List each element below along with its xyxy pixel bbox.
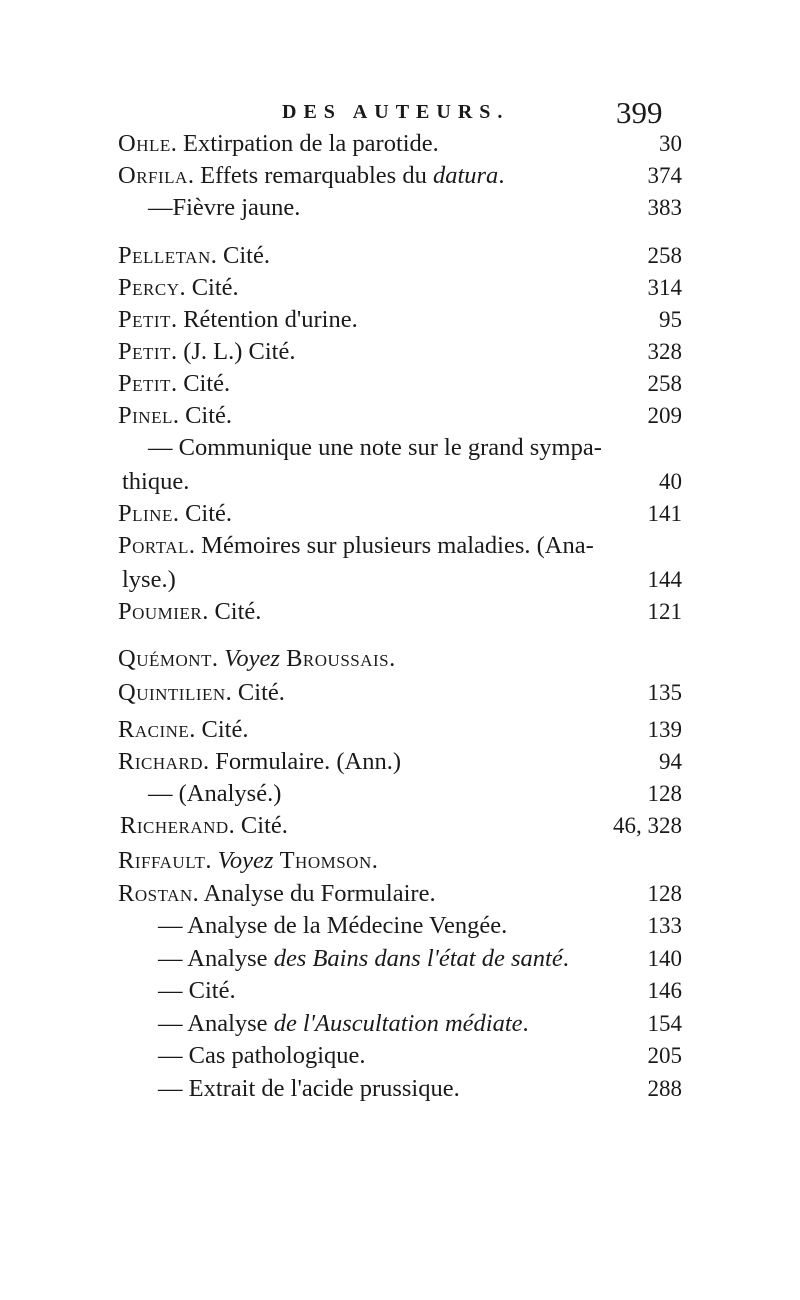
cross-reference-name: Broussais <box>286 645 390 672</box>
entry-description: lyse.) <box>122 566 176 593</box>
entry-text <box>148 778 281 810</box>
entry-text: Petit. Rétention d'urine. <box>118 306 358 333</box>
entry-page-reference: 374 <box>647 163 682 188</box>
entry-page-reference: 121 <box>647 599 682 624</box>
author-name: Pinel <box>118 402 173 429</box>
entry-text <box>122 466 189 498</box>
index-entry <box>0 466 800 498</box>
entry-text: Percy. Cité. <box>118 274 239 301</box>
entry-page-reference: 128 <box>647 781 682 806</box>
index-entry <box>0 943 800 975</box>
index-entry <box>0 368 800 400</box>
entry-page-reference: 328 <box>647 339 682 364</box>
index-entry <box>0 910 800 942</box>
entry-text: Pline. Cité. <box>118 500 233 527</box>
entry-text: Riffault. Voyez Thomson. <box>118 847 378 874</box>
entry-page-reference: 133 <box>647 913 682 938</box>
entry-page-reference: 314 <box>647 275 682 300</box>
entry-text <box>158 1040 366 1072</box>
entry-page-reference: 40 <box>659 469 682 494</box>
entry-page-reference: 135 <box>647 680 682 705</box>
entry-text: Pelletan. Cité. <box>118 242 270 269</box>
author-name: Ohle <box>118 130 171 157</box>
author-name: Poumier <box>118 598 203 625</box>
entry-description: Rétention d'urine. <box>183 306 358 333</box>
entry-punctuation: . <box>562 945 569 972</box>
entry-page-reference: 46, 328 <box>613 813 682 838</box>
index-entry <box>0 677 800 709</box>
entry-description: thique. <box>122 468 190 495</box>
entry-text: Richerand. Cité. <box>120 812 288 839</box>
entry-text: Portal. Mémoires sur plusieurs maladies. (Ana- <box>118 532 594 559</box>
cross-reference-name: Thomson <box>279 847 372 874</box>
author-name: Pline <box>118 500 173 527</box>
entry-page-reference: 140 <box>647 946 682 971</box>
entry-description: — Extrait de l'acide prussique. <box>158 1075 460 1102</box>
author-name: Petit <box>118 338 171 365</box>
index-entry <box>0 160 800 192</box>
entry-description: Analyse du Formulaire. <box>203 880 436 907</box>
entry-text <box>158 910 507 942</box>
entry-italic-text: Voyez <box>224 645 280 672</box>
author-name: Richerand <box>120 812 229 839</box>
index-entry <box>0 845 800 877</box>
entry-punctuation: . <box>389 645 396 672</box>
index-entry <box>0 1008 800 1040</box>
entry-text: Petit. Cité. <box>118 370 231 397</box>
index-entry <box>0 272 800 304</box>
index-entry <box>0 878 800 910</box>
index-entry <box>0 975 800 1007</box>
entry-text <box>122 564 176 596</box>
author-name: Pelletan <box>118 242 211 269</box>
entry-text: Orfila. Effets remarquables du datura. <box>118 162 505 189</box>
entry-text <box>158 943 569 975</box>
entry-description: — Cité. <box>158 977 236 1004</box>
entry-text <box>158 975 236 1007</box>
index-entry <box>0 1040 800 1072</box>
entry-description: Cité. <box>201 716 249 743</box>
entry-page-reference: 139 <box>647 717 682 742</box>
entry-italic-text: Voyez <box>217 847 274 874</box>
entry-description: —Fièvre jaune. <box>148 194 301 221</box>
entry-page-reference: 146 <box>647 978 682 1003</box>
entry-text: Poumier. Cité. <box>118 598 262 625</box>
author-name: Riffault <box>118 847 206 874</box>
entry-description: Mémoires sur plusieurs maladies. (Ana- <box>201 532 594 559</box>
entry-description: Extirpation de la parotide. <box>183 130 439 157</box>
entry-text: Rostan. Analyse du Formulaire. <box>118 880 436 907</box>
entry-description: — Analyse <box>158 1010 274 1037</box>
index-entry <box>0 564 800 596</box>
entry-text <box>148 192 300 224</box>
entry-description: — Analyse <box>158 945 274 972</box>
author-name: Racine <box>118 716 190 743</box>
index-entry <box>0 714 800 746</box>
entry-italic-text: datura <box>432 162 499 189</box>
entry-description: Cité. <box>240 812 288 839</box>
index-entry <box>0 746 800 778</box>
entry-description: — Communique une note sur le grand sympa- <box>148 434 602 461</box>
entry-description: (J. L.) Cité. <box>183 338 296 365</box>
entry-page-reference: 128 <box>647 881 682 906</box>
entry-page-reference: 258 <box>647 371 682 396</box>
entry-description: Cité. <box>185 500 233 527</box>
index-entry <box>0 432 800 464</box>
page-number: 399 <box>616 95 663 130</box>
index-entry <box>0 530 800 562</box>
entry-page-reference: 144 <box>647 567 682 592</box>
author-name: Petit <box>118 370 171 397</box>
entry-description: — Cas pathologique. <box>158 1042 366 1069</box>
entry-italic-text: des Bains dans l'état de santé <box>273 945 563 972</box>
entry-text <box>148 432 602 464</box>
entry-page-reference: 288 <box>647 1076 682 1101</box>
index-entry <box>0 336 800 368</box>
entry-text: Quintilien. Cité. <box>118 679 285 706</box>
entry-text <box>158 1073 460 1105</box>
author-name: Orfila <box>118 162 188 189</box>
index-entry <box>0 596 800 628</box>
index-entry <box>0 778 800 810</box>
index-entry <box>0 304 800 336</box>
entry-text: Richard. Formulaire. (Ann.) <box>118 748 402 775</box>
entry-text <box>158 1008 529 1040</box>
entry-description: Cité. <box>214 598 262 625</box>
entry-italic-text: de l'Auscultation médiate <box>273 1010 523 1037</box>
author-name: Quémont <box>118 645 212 672</box>
entry-page-reference: 95 <box>659 307 682 332</box>
entry-text: Petit. (J. L.) Cité. <box>118 338 296 365</box>
entry-page-reference: 205 <box>647 1043 682 1068</box>
entry-punctuation: . <box>498 162 505 189</box>
entry-description: Cité. <box>223 242 270 269</box>
entry-description: Cité. <box>185 402 233 429</box>
entry-page-reference: 209 <box>647 403 682 428</box>
entry-page-reference: 154 <box>647 1011 682 1036</box>
index-entry <box>0 498 800 530</box>
entry-description: — (Analysé.) <box>148 780 282 807</box>
entry-page-reference: 258 <box>647 243 682 268</box>
entry-description: Cité. <box>183 370 231 397</box>
index-entry <box>0 643 800 675</box>
entry-text: Racine. Cité. <box>118 716 249 743</box>
index-entry <box>0 128 800 160</box>
entry-punctuation: . <box>522 1010 529 1037</box>
author-name: Richard <box>118 748 204 775</box>
entry-text: Ohle. Extirpation de la parotide. <box>118 130 439 157</box>
entry-description: — Analyse de la Médecine Vengée. <box>158 912 508 939</box>
entry-description: Effets remarquables du <box>200 162 433 189</box>
running-head: DES AUTEURS. <box>282 101 510 123</box>
author-name: Quintilien <box>118 679 226 706</box>
index-entry <box>0 192 800 224</box>
index-entry <box>0 810 800 842</box>
index-entry <box>0 400 800 432</box>
entry-page-reference: 383 <box>647 195 682 220</box>
author-name: Rostan <box>118 880 193 907</box>
entry-text: Quémont. Voyez Broussais. <box>118 645 396 672</box>
entry-description: Cité. <box>191 274 239 301</box>
entry-description: Formulaire. (Ann.) <box>215 748 402 775</box>
author-name: Portal <box>118 532 189 559</box>
index-entry <box>0 1073 800 1105</box>
index-entry <box>0 240 800 272</box>
entry-page-reference: 30 <box>659 131 682 156</box>
entry-punctuation: . <box>371 847 378 874</box>
entry-text: Pinel. Cité. <box>118 402 233 429</box>
entry-page-reference: 141 <box>647 501 682 526</box>
author-name: Petit <box>118 306 171 333</box>
author-name: Percy <box>118 274 180 301</box>
entry-page-reference: 94 <box>659 749 682 774</box>
entry-description: Cité. <box>237 679 285 706</box>
